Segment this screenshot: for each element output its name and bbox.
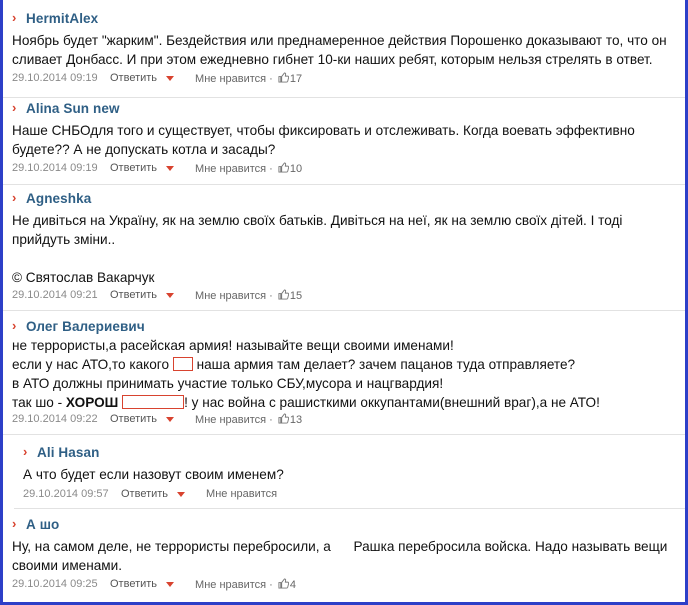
comment-text: Не дивіться на Україну, як на землю своїх батьків. Дивіться на неї, як на землю своїх дітей. І тоді прийдуть зміни.. © Святослав Вакарчук	[12, 213, 623, 285]
comment-item	[3, 97, 685, 185]
comment-meta	[23, 486, 277, 502]
thumbs-up-icon	[278, 578, 289, 589]
comment-author[interactable]: HermitAlex	[26, 10, 99, 26]
dropdown-arrow-icon[interactable]	[166, 293, 174, 298]
comment-meta	[12, 411, 302, 427]
thumbs-up-icon	[278, 162, 289, 173]
censored-box	[173, 357, 193, 371]
dropdown-arrow-icon[interactable]	[166, 166, 174, 171]
like-count: 17	[289, 72, 303, 85]
like-button[interactable]: Мне нравится · 17	[195, 72, 303, 85]
thumbs-up-icon	[278, 289, 289, 300]
like-count: 10	[289, 162, 303, 175]
comment-text: Наше СНБОдля того и существует, чтобы фиксировать и отслеживать. Когда воевать эффективно будете?? А не допускать котла и засады?	[12, 123, 635, 157]
reply-button[interactable]: Ответить	[110, 72, 158, 84]
dropdown-arrow-icon[interactable]	[166, 76, 174, 81]
comment-item	[3, 0, 685, 98]
like-count: 4	[289, 578, 297, 591]
censored-box	[122, 395, 184, 409]
comment-text: А что будет если назовут своим именем?	[23, 467, 284, 482]
comment-date: 29.10.2014 09:57	[23, 488, 109, 500]
reply-button[interactable]: Ответить	[121, 488, 169, 500]
comment-item	[3, 184, 685, 311]
comment-item	[14, 434, 685, 509]
comment-meta	[12, 287, 302, 303]
like-button[interactable]: Мне нравится · 15	[195, 289, 303, 302]
like-button[interactable]: Мне нравится · 13	[195, 413, 303, 426]
comment-date: 29.10.2014 09:21	[12, 289, 98, 301]
comment-author[interactable]: Ali Hasan	[37, 444, 100, 460]
dropdown-arrow-icon[interactable]	[166, 582, 174, 587]
thumbs-up-icon	[278, 72, 289, 83]
chevron-right-icon: ›	[12, 190, 17, 205]
comment-meta	[12, 70, 302, 86]
comment-author[interactable]: А шо	[26, 516, 60, 532]
like-count: 13	[289, 413, 303, 426]
like-count: 15	[289, 289, 303, 302]
comment-date: 29.10.2014 09:22	[12, 413, 98, 425]
reply-button[interactable]: Ответить	[110, 289, 158, 301]
comment-date: 29.10.2014 09:19	[12, 162, 98, 174]
like-button[interactable]: Мне нравится · 4	[195, 578, 297, 591]
chevron-right-icon: ›	[12, 10, 17, 25]
chevron-right-icon: ›	[12, 100, 17, 115]
comment-meta	[12, 576, 296, 592]
like-button[interactable]: Мне нравится · 10	[195, 162, 303, 175]
comment-author[interactable]: Alina Sun new	[26, 100, 120, 116]
chevron-right-icon: ›	[12, 516, 17, 531]
comment-item	[3, 508, 685, 602]
reply-button[interactable]: Ответить	[110, 413, 158, 425]
comment-text: Ноябрь будет "жарким". Бездействия или преднамеренное действия Порошенко доказывают то, что он сливает Донбасс. И при этом ежедневно гибнет 10-ки наших ребят, которым нельзя стрелять в ответ.	[12, 33, 667, 67]
like-button[interactable]: Мне нравится	[206, 488, 278, 500]
comment-item	[3, 310, 685, 435]
comment-author[interactable]: Agneshka	[26, 190, 92, 206]
comment-text: Ну, на самом деле, не террористы перебросили, а Рашка перебросила войска. Надо называть вещи своими именами.	[12, 539, 668, 573]
dropdown-arrow-icon[interactable]	[166, 417, 174, 422]
dropdown-arrow-icon[interactable]	[177, 492, 185, 497]
reply-button[interactable]: Ответить	[110, 578, 158, 590]
chevron-right-icon: ›	[12, 318, 17, 333]
comment-date: 29.10.2014 09:25	[12, 578, 98, 590]
chevron-right-icon: ›	[23, 444, 28, 459]
comment-date: 29.10.2014 09:19	[12, 72, 98, 84]
comment-author[interactable]: Олег Валериевич	[26, 318, 145, 334]
comment-text: не террористы,а расейская армия! называйте вещи своими именами! если у нас АТО,то какого наша армия там делает? зачем пацанов туда отправляете? в АТО должны принимать участие только СБУ,мусора и нацгвардия! так шо - ХОРОШ ! у нас война с рашисткими оккупантами(внешний враг),а не АТО!	[12, 338, 600, 410]
comment-meta	[12, 160, 302, 176]
reply-button[interactable]: Ответить	[110, 162, 158, 174]
thumbs-up-icon	[278, 413, 289, 424]
